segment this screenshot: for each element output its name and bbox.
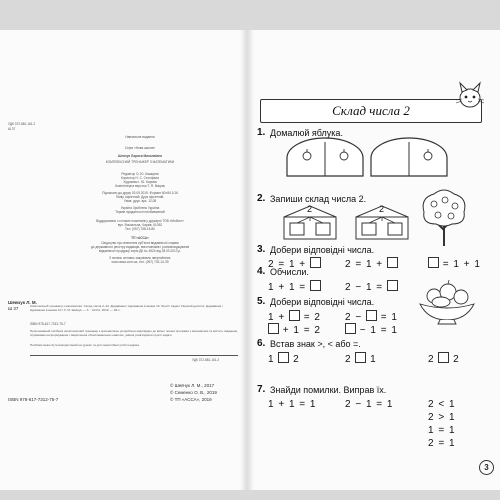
equation	[345, 280, 398, 293]
contact-line: www.assa.com.ua, тел. (057) 733-14-39	[111, 260, 169, 264]
printer-info: Віддруковано з готових позитивів у друкарні ТОВ «Мобілл»	[96, 219, 184, 223]
staff-line: Коректор Н. С. Столфаля	[121, 176, 159, 180]
check-equation: 1 = 1	[428, 425, 456, 436]
fruit-bowl-icon	[416, 278, 478, 326]
answer-box[interactable]	[387, 280, 398, 291]
answer-box[interactable]	[289, 310, 300, 321]
check-equation: 1 + 1 = 1	[268, 399, 317, 410]
author-short: Шевчук Л. М.	[8, 300, 37, 305]
task-text: Добери відповідні числа.	[270, 297, 375, 307]
eq-text: 2	[289, 354, 300, 365]
edition-type: Навчальне видання	[125, 135, 155, 139]
comparison	[428, 352, 460, 365]
staff-line: Художник І. Ю. Кирова	[123, 180, 157, 184]
task-number: 1.	[257, 127, 266, 138]
eq-text: = 1	[376, 312, 398, 323]
task-text: Обчисли.	[270, 267, 309, 277]
equation	[428, 257, 481, 270]
eq-text: 1	[366, 354, 377, 365]
author-name: Шевчук Лариса Миколаївна	[118, 154, 162, 158]
isbn-mid: ISBN 978-617-7312-75-7	[30, 322, 66, 326]
task-text: Домалюй яблука.	[270, 128, 343, 138]
book-title: КОМПЛЕКСНИЙ ТРЕНАЖЕР З МАТЕМАТИКИ	[105, 160, 175, 164]
eq-text: + 1 = 2	[279, 325, 321, 336]
apple-tree-icon	[418, 188, 470, 248]
task-number: 4.	[257, 266, 266, 277]
equation	[345, 257, 398, 270]
printer-info: Тел. (057) 758-15-80	[125, 227, 155, 231]
eq-text: 1 +	[268, 312, 289, 323]
sign-box[interactable]	[438, 352, 449, 363]
contact-line: З питань оптових закупівель звертайтеся:	[109, 256, 171, 260]
check-equation: 2 = 1	[428, 438, 456, 449]
annotation: Комплексний тренажер з математики. Склад числа 2–10. Додавання і віднімання в межах 10. Прості задачі. Перший десяток. Додавання і віднімання в межах 10 / Л. М. Шевчук — Х. : АССА, 2019. — 96 с.	[30, 304, 223, 312]
eq-text: 2 − 1 =	[345, 282, 384, 293]
number-houses	[282, 203, 412, 241]
publisher-line: до державного реєстру видавців, виготовників і розповсюджувачів	[90, 245, 190, 249]
book-description: Пропонований посібник «Комплексний тренажер з математики» розроблено відповідно до вимог чинної програми з математики та містить завдання, спрямовані на формування і закріплення обчислювальних навичок, уміння розв'язувати прості задачі.	[30, 329, 238, 337]
equation	[345, 310, 398, 323]
sh-mid: Ш 37	[8, 306, 19, 311]
cat-mascot-icon	[452, 80, 488, 110]
task-number: 3.	[257, 244, 266, 255]
answer-box[interactable]	[428, 257, 439, 268]
isbn-bottom: ISBN 978-617-7312-75-7	[8, 397, 59, 402]
eq-text: 2 = 1 +	[345, 259, 384, 270]
sign-box[interactable]	[278, 352, 289, 363]
udk-bottom: УДК 372.881.161.2	[192, 358, 220, 362]
task-number: 6.	[257, 338, 266, 349]
copyright-line: © ТП «АССА», 2019	[170, 397, 212, 402]
copyright-line: © Шевчук Л. М., 2017	[170, 383, 215, 388]
staff-line: Редактор О. Ю. Кашцина	[121, 172, 159, 176]
publisher-name: ТП «АССА»	[131, 236, 149, 240]
comparison	[345, 352, 377, 365]
eq-text: 2 −	[345, 312, 366, 323]
answer-box[interactable]	[310, 280, 321, 291]
task-number: 2.	[257, 193, 266, 204]
series-name: Серія «Нова школа»	[124, 146, 156, 150]
house-number: 2	[379, 204, 386, 214]
answer-box[interactable]	[310, 257, 321, 268]
equation	[268, 280, 321, 293]
apple-domes	[282, 136, 452, 178]
publisher-line: видавничої продукції серія ДК № 4524 від 28.03.2013 р.	[98, 249, 182, 253]
check-equation: 2 > 1	[428, 412, 456, 423]
answer-box[interactable]	[268, 323, 279, 334]
book-description-2: Посібник може бути використаний на уроках та для самостійної роботи вдома.	[30, 343, 140, 347]
print-info: Підписано до друку 03.09.2019. Формат 60×84 1/16	[102, 191, 178, 195]
eq-text: 2	[345, 354, 356, 365]
copyright-line: © Семенко О. В., 2019	[170, 390, 217, 395]
check-equation: 2 < 1	[428, 399, 456, 410]
task-number: 5.	[257, 296, 266, 307]
task-text: Встав знак >, < або =.	[270, 339, 361, 349]
staff-line: Комп'ютерна верстка Т. Я. Мацюк	[115, 184, 165, 188]
eq-text: 1	[268, 354, 279, 365]
title-banner	[260, 99, 482, 123]
publisher-line: Свідоцтво про внесення суб'єкта видавничої справи	[101, 241, 179, 245]
check-equation: 2 − 1 = 1	[345, 399, 394, 410]
eq-text: 2	[428, 354, 439, 365]
eq-text: 1 + 1 =	[268, 282, 307, 293]
eq-text: 2 = 1 +	[268, 259, 307, 270]
answer-box[interactable]	[387, 257, 398, 268]
eq-text: − 1 = 1	[356, 325, 398, 336]
sh-top: Ш 37	[8, 127, 16, 131]
eq-text: = 2	[299, 312, 321, 323]
comparison	[268, 352, 300, 365]
task-text: Запиши склад числа 2.	[270, 194, 367, 204]
answer-box[interactable]	[366, 310, 377, 321]
sign-box[interactable]	[355, 352, 366, 363]
made-in: Термін придатності необмежений	[115, 210, 165, 214]
equation	[268, 323, 321, 336]
equation	[345, 323, 398, 336]
task-number: 7.	[257, 384, 266, 395]
eq-text: = 1 + 1	[442, 259, 481, 270]
task-text: Добери відповідні числа.	[270, 245, 375, 255]
divider	[30, 355, 238, 356]
house-number: 2	[307, 204, 314, 214]
book-gutter	[240, 30, 254, 490]
answer-box[interactable]	[345, 323, 356, 334]
page-number: 3	[479, 460, 494, 475]
print-info: Папір офсетний. Друк офсетний.	[115, 195, 165, 199]
equation	[268, 310, 321, 323]
printer-info: вул. Вокзальна, Харків, 61052	[117, 223, 163, 227]
eq-text: 2	[449, 354, 460, 365]
page-title: Склад числа 2	[332, 103, 410, 118]
udk-top: УДК 372.881.161.2	[8, 122, 36, 126]
made-in: Україна Зроблено Україна	[120, 206, 160, 210]
task-text: Знайди помилки. Виправ їх.	[270, 385, 387, 395]
print-info: Умов. друк. арк. 12,08	[123, 199, 157, 203]
